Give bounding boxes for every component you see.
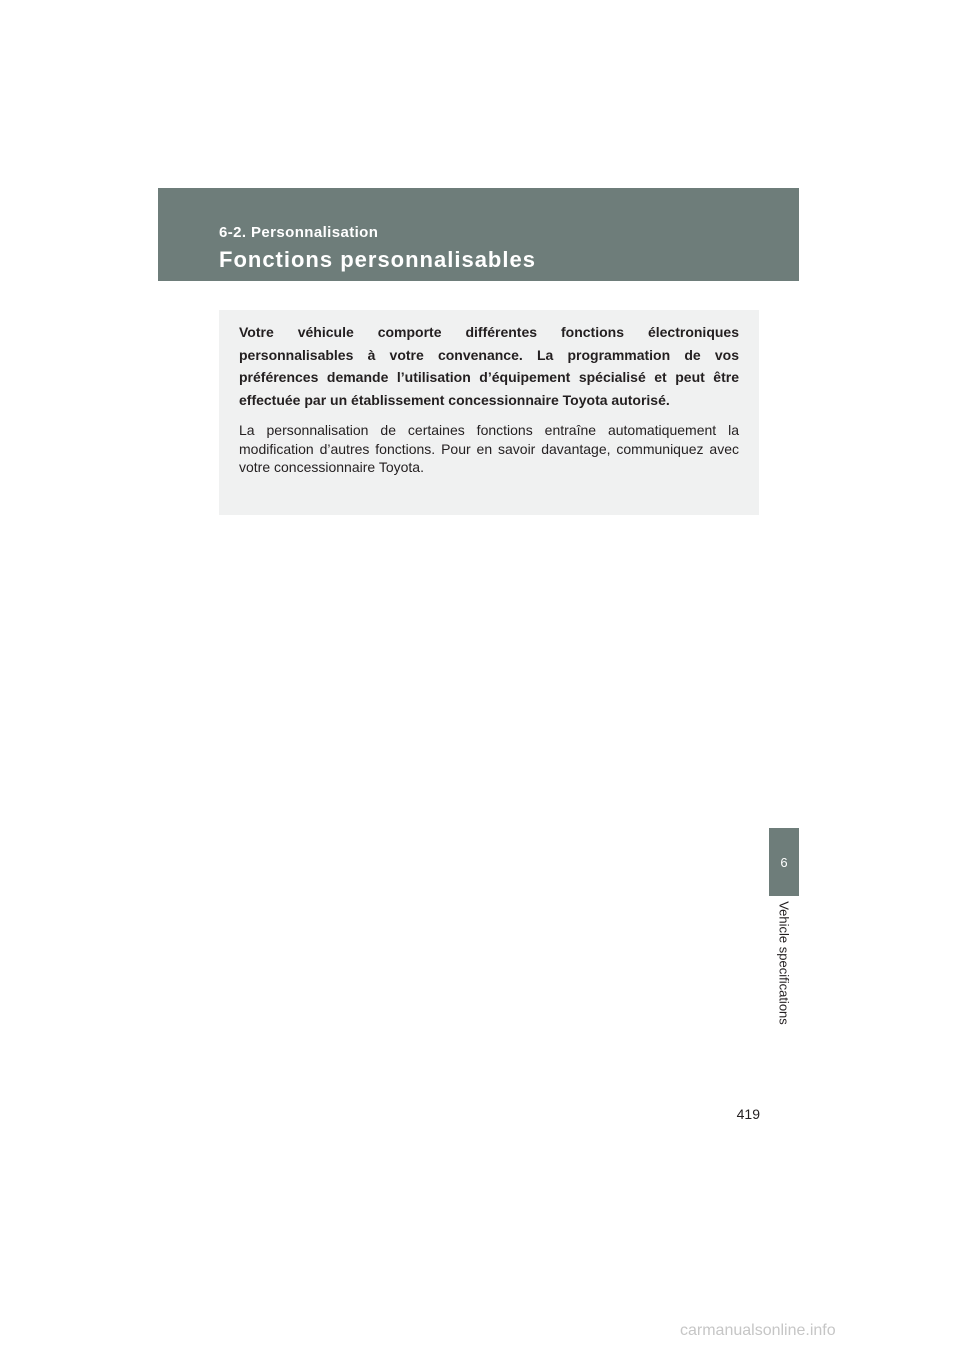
watermark: carmanualsonline.info (680, 1322, 836, 1339)
intro-bold-paragraph: Votre véhicule comporte différentes fonctions électroniques personnalisables à votre convenance. La programmation de vos préférences demande l’utilisation d’équipement spécialisé et peut être effectuée par un établissement concessionnaire Toyota autorisé. (239, 324, 739, 408)
intro-box (219, 310, 759, 515)
section-header-band (158, 188, 799, 281)
chapter-tab[interactable] (769, 828, 799, 896)
page-number: 419 (736, 1106, 760, 1122)
section-label: 6-2. Personnalisation (219, 224, 379, 241)
page-title: Fonctions personnalisables (219, 247, 536, 272)
chapter-label: Vehicle specifications (776, 901, 792, 1025)
chapter-number: 6 (780, 854, 788, 870)
intro-normal-paragraph: La personnalisation de certaines fonctions entraîne automatiquement la modification d’autres fonctions. Pour en savoir davantage, communiquez avec votre concessionnaire Toyota. (239, 422, 739, 475)
